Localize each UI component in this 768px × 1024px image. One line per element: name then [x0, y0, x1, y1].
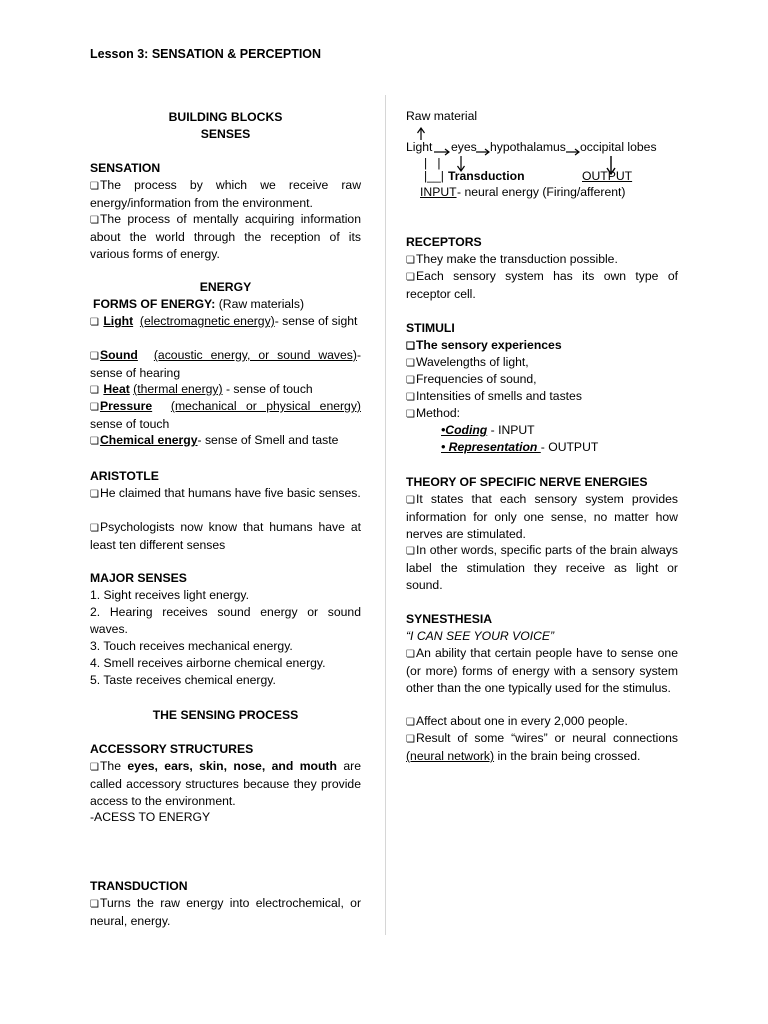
stimuli-bullet-2: ❏ Wavelengths of light, — [406, 354, 678, 372]
sensing-process-heading: THE SENSING PROCESS — [152, 708, 299, 722]
energy-pressure — [90, 398, 361, 433]
heat-type: (thermal energy) — [133, 382, 223, 396]
stimuli-bullet-5: ❏ Method: — [406, 405, 678, 423]
major-senses-item: 5. Taste receives chemical energy. — [90, 673, 276, 687]
receptors-bullet-2: ❏ Each sensory system has its own type of receptor cell. — [406, 268, 678, 303]
chemical-name: Chemical energy — [99, 433, 198, 447]
light-type: (electromagnetic energy) — [139, 314, 275, 328]
synesthesia-bullet-2: ❏ Affect about one in every 2,000 people. — [406, 713, 678, 731]
heat-name: Heat — [103, 382, 130, 396]
transduction-heading: TRANSDUCTION — [90, 879, 188, 893]
transduction-bullet: ❏ Turns the raw energy into electrochemical, or neural, energy. — [90, 895, 361, 930]
pressure-type: (mechanical or physical energy) — [170, 399, 361, 413]
aristotle-bullet-2: ❏ Psychologists now know that humans have at least ten different senses — [90, 519, 361, 554]
energy-sound — [90, 347, 361, 382]
theory-bullet-2: ❏ In other words, specific parts of the brain always label the stimulation they receive as light or sound. — [406, 542, 678, 594]
sensation-bullet-1: ❏ The process by which we receive raw energy/information from the environment. — [90, 177, 361, 212]
stimuli-representation — [406, 439, 678, 456]
diagram-input: INPUT — [420, 185, 457, 199]
pressure-rest: sense of touch — [90, 417, 170, 431]
representation-rest: - OUTPUT — [540, 440, 599, 454]
diagram-input-rest: - neural energy (Firing/afferent) — [457, 185, 626, 199]
energy-heading: ENERGY — [199, 280, 252, 294]
diagram-light: Light — [406, 140, 433, 154]
heat-rest: - sense of touch — [222, 382, 313, 396]
forms-note: (Raw materials) — [215, 297, 305, 311]
synesthesia-heading: SYNESTHESIA — [406, 612, 493, 626]
diagram-hypothalamus: hypothalamus — [490, 140, 566, 154]
sensation-flow-diagram — [406, 108, 686, 208]
synesthesia-quote: “I CAN SEE YOUR VOICE” — [406, 629, 555, 643]
theory-heading: THEORY OF SPECIFIC NERVE ENERGIES — [406, 475, 648, 489]
major-senses-item: 2. Hearing receives sound energy or sound waves. — [90, 605, 361, 636]
sensation-heading: SENSATION — [90, 161, 161, 175]
accessory-bullet — [90, 758, 361, 810]
accessory-note: -ACESS TO ENERGY — [90, 810, 211, 824]
forms-label: FORMS OF ENERGY: — [93, 297, 216, 311]
synesthesia-b3-underlined: (neural network) — [406, 749, 495, 763]
page-title: Lesson 3: SENSATION & PERCEPTION — [90, 47, 322, 61]
stimuli-coding — [406, 422, 678, 439]
major-senses-item: 3. Touch receives mechanical energy. — [90, 639, 293, 653]
accessory-pre: The — [99, 759, 128, 773]
stimuli-bullet-4: ❏ Intensities of smells and tastes — [406, 388, 678, 406]
major-senses-heading: MAJOR SENSES — [90, 571, 187, 585]
major-senses-item: 1. Sight receives light energy. — [90, 588, 249, 602]
energy-light — [90, 313, 361, 331]
coding-rest: - INPUT — [487, 423, 535, 437]
sound-type: (acoustic energy, or sound waves) — [153, 348, 357, 362]
light-rest: - sense of sight — [274, 314, 358, 328]
pressure-name: Pressure — [99, 399, 153, 413]
senses-heading: SENSES — [200, 127, 251, 141]
synesthesia-bullet-1: ❏ An ability that certain people have to sense one (or more) forms of energy with a sensory system other than the one typically used for the stimulus. — [406, 645, 678, 697]
chemical-rest: - sense of Smell and taste — [197, 433, 339, 447]
light-name: Light — [103, 314, 134, 328]
representation-label: • Representation — [441, 440, 541, 454]
aristotle-bullet-1: ❏ He claimed that humans have five basic senses. — [90, 485, 361, 503]
diagram-pipes-top: | | — [424, 156, 441, 170]
coding-label: •Coding — [441, 423, 488, 437]
sound-rest: - sense of hearing — [90, 348, 361, 380]
sensation-bullet-2: ❏ The process of mentally acquiring information about the world through the reception of its various forms of energy. — [90, 211, 361, 263]
diagram-output: OUTPUT — [582, 169, 633, 183]
sound-name: Sound — [99, 348, 138, 362]
forms-of-energy — [90, 296, 361, 313]
stimuli-bullet-1: ❏ The sensory experiences — [406, 337, 678, 355]
diagram-eyes: eyes — [451, 140, 477, 154]
receptors-bullet-1: ❏ They make the transduction possible. — [406, 251, 678, 269]
diagram-raw-material: Raw material — [406, 109, 478, 123]
energy-heat — [90, 381, 361, 399]
accessory-bold: eyes, ears, skin, nose, and mouth — [127, 759, 337, 773]
diagram-pipes: |__| — [424, 169, 444, 183]
major-senses-item: 4. Smell receives airborne chemical energy. — [90, 656, 326, 670]
accessory-post: are called accessory structures because they provide access to the environment. — [90, 759, 361, 808]
synesthesia-b3-pre: Result of some “wires” or neural connections — [415, 731, 678, 745]
diagram-transduction: Transduction — [448, 169, 525, 183]
theory-bullet-1: ❏ It states that each sensory system provides information for only one sense, no matter how nerves are stimulated. — [406, 491, 678, 543]
synesthesia-bullet-3 — [406, 730, 678, 765]
stimuli-heading: STIMULI — [406, 321, 455, 335]
column-divider — [385, 95, 386, 935]
receptors-heading: RECEPTORS — [406, 235, 482, 249]
energy-chemical — [90, 432, 361, 450]
diagram-occipital: occipital lobes — [580, 140, 657, 154]
stimuli-bullet-3: ❏ Frequencies of sound, — [406, 371, 678, 389]
accessory-heading: ACCESSORY STRUCTURES — [90, 742, 254, 756]
building-blocks-heading: BUILDING BLOCKS — [168, 110, 283, 124]
aristotle-heading: ARISTOTLE — [90, 469, 159, 483]
synesthesia-b3-post: in the brain being crossed. — [494, 749, 641, 763]
